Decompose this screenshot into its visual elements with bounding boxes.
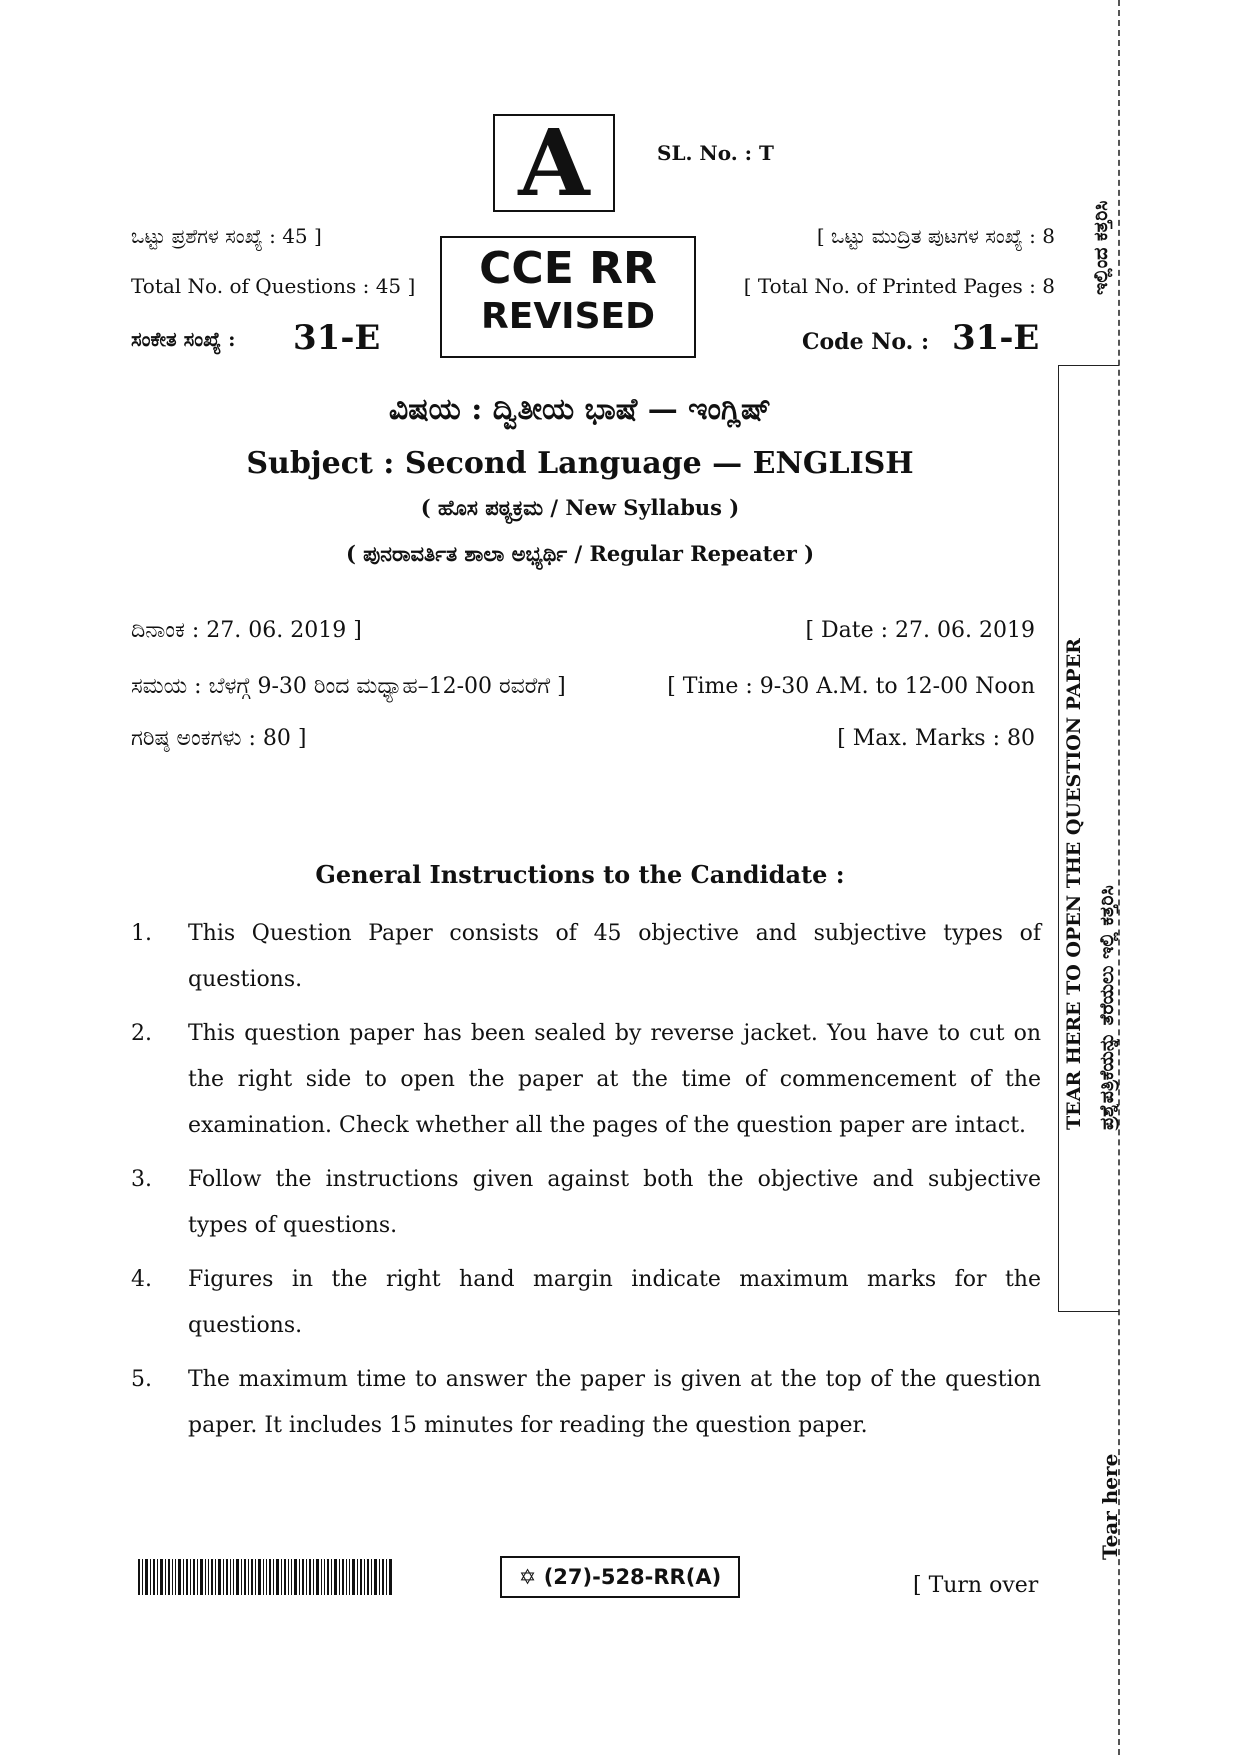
set-letter: A [518, 109, 590, 217]
cut-here-kannada: ಇಲ್ಲಿಂದ ಕತ್ತರಿಸಿ [1090, 200, 1112, 295]
tear-open-english: TEAR HERE TO OPEN THE QUESTION PAPER [1063, 638, 1085, 1130]
instructions-title: General Instructions to the Candidate : [315, 860, 845, 889]
instruction-text: This Question Paper consists of 45 objective and subjective types of questions. [188, 921, 1041, 992]
date-english: [ Date : 27. 06. 2019 [805, 618, 1035, 643]
date-kannada: ದಿನಾಂಕ : 27. 06. 2019 ] [131, 618, 362, 643]
kannada-total-pages: [ ಒಟ್ಟು ಮುದ್ರಿತ ಪುಟಗಳ ಸಂಖ್ಯೆ : 8 [816, 224, 1055, 248]
instruction-text: Follow the instructions given against both the objective and subjective types of questions. [188, 1167, 1041, 1238]
instruction-number: 3. [131, 1167, 152, 1192]
barcode [138, 1559, 393, 1595]
code-label: Code No. : [802, 329, 930, 355]
serial-number: SL. No. : T [657, 141, 774, 165]
instruction-number: 4. [131, 1267, 152, 1292]
instruction-text: The maximum time to answer the paper is given at the top of the question paper. It includes 15 minutes for reading the question paper. [188, 1367, 1041, 1438]
instruction-item [131, 1011, 1041, 1149]
candidate-type: ( ಪುನರಾವರ್ತಿತ ಶಾಲಾ ಅಭ್ಯರ್ಥಿ / Regular Repeater ) [345, 541, 815, 566]
cce-rr-revised-box [440, 236, 696, 358]
instruction-number: 2. [131, 1021, 152, 1046]
cce-line-2: REVISED [481, 296, 655, 337]
syllabus: ( ಹೊಸ ಪಠ್ಯಕ್ರಮ / New Syllabus ) [420, 495, 740, 520]
set-letter-box [493, 109, 615, 217]
instruction-item [131, 1157, 1041, 1249]
cce-line-1: CCE RR [479, 243, 657, 294]
kannada-code-label: ಸಂಕೇತ ಸಂಖ್ಯೆ : [131, 327, 236, 351]
kannada-code-value: 31-E [293, 318, 381, 358]
time-english: [ Time : 9-30 A.M. to 12-00 Noon [667, 674, 1035, 699]
tear-here-label: Tear here [1098, 1453, 1122, 1560]
marks-kannada: ಗರಿಷ್ಠ ಅಂಕಗಳು : 80 ] [131, 726, 307, 751]
tear-open-kannada: ಪ್ರಶ್ನೆಪತ್ರಿಕೆಯನ್ನು ತೆರೆಯಲು ಇಲ್ಲಿ ಕತ್ತರಿಸಿ [1096, 885, 1118, 1130]
subject-english: Subject : Second Language — ENGLISH [246, 446, 914, 481]
subject-kannada: ವಿಷಯ : ದ್ವಿತೀಯ ಭಾಷೆ — ಇಂಗ್ಲಿಷ್ [388, 392, 772, 427]
marks-english: [ Max. Marks : 80 [837, 726, 1035, 751]
instruction-number: 5. [131, 1367, 152, 1392]
instruction-text: This question paper has been sealed by reverse jacket. You have to cut on the right side to open the paper at the time of commencement of the examination. Check whether all the pages of the question paper are intact. [188, 1021, 1041, 1138]
turn-over: [ Turn over [913, 1573, 1039, 1598]
time-kannada: ಸಮಯ : ಬೆಳಗ್ಗೆ 9-30 ರಿಂದ ಮಧ್ಯಾಹ–12-00 ರವರೆಗೆ ] [131, 674, 566, 699]
code-value: 31-E [952, 318, 1040, 358]
instruction-number: 1. [131, 921, 152, 946]
paper-code-box [500, 1556, 740, 1598]
paper-code: ✡ (27)-528-RR(A) [518, 1565, 722, 1589]
english-total-pages: [ Total No. of Printed Pages : 8 [743, 274, 1055, 298]
instruction-item [131, 1257, 1041, 1349]
kannada-total-questions: ಒಟ್ಟು ಪ್ರಶೆಗಳ ಸಂಖ್ಯೆ : 45 ] [131, 224, 322, 248]
english-total-questions: Total No. of Questions : 45 ] [131, 274, 416, 298]
instruction-item [131, 911, 1041, 1003]
instruction-item [131, 1357, 1041, 1449]
instruction-text: Figures in the right hand margin indicate maximum marks for the questions. [188, 1267, 1041, 1338]
